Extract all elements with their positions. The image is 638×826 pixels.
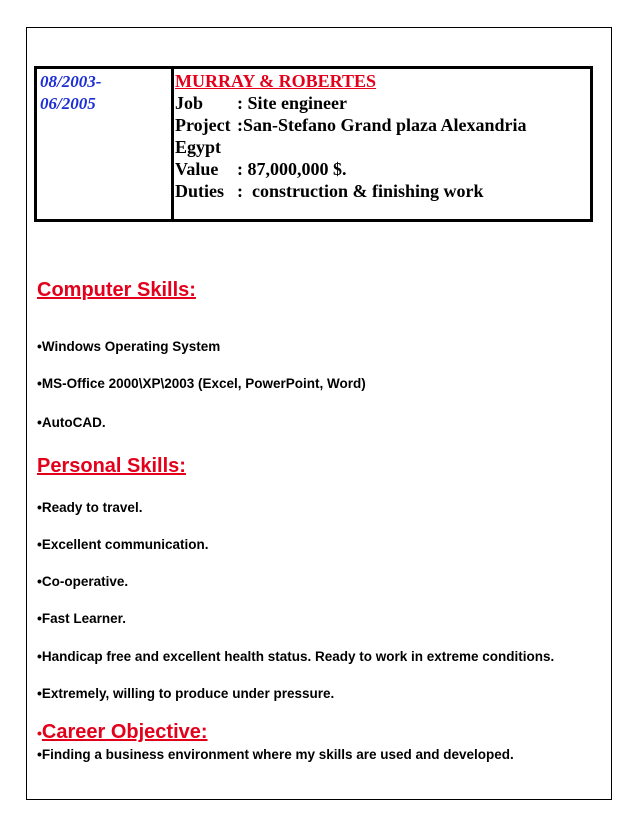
table-divider: [171, 69, 174, 219]
list-item: •Fast Learner.: [37, 610, 126, 626]
job-row: [175, 92, 585, 114]
career-title: Career Objective:: [41, 721, 208, 743]
personal-skills-heading: Personal Skills:: [37, 455, 186, 477]
career-bullet: •: [37, 725, 42, 741]
list-item: •AutoCAD.: [37, 414, 106, 430]
list-item: •Co-operative.: [37, 573, 129, 589]
list-item: •Excellent communication.: [37, 536, 209, 552]
list-item: •Windows Operating System: [37, 338, 221, 354]
date-cell: [40, 71, 101, 115]
project-row: [175, 114, 585, 136]
project-continued-row: [175, 136, 585, 158]
duties-row: [175, 180, 585, 202]
row-value: Egypt: [175, 137, 222, 157]
row-value: : construction & finishing work: [237, 181, 484, 201]
date-start: 08/2003-: [40, 72, 102, 91]
row-value: : 87,000,000 $.: [237, 159, 347, 179]
job-table: [34, 66, 593, 222]
value-row: [175, 158, 585, 180]
date-end: 06/2005: [40, 94, 96, 113]
detail-cell: [175, 70, 585, 202]
row-key: Value: [175, 159, 219, 179]
list-item: •MS-Office 2000\XP\2003 (Excel, PowerPoint, Word): [37, 375, 366, 391]
row-value: :San-Stefano Grand plaza Alexandria: [237, 115, 527, 135]
computer-skills-heading: Computer Skills:: [37, 279, 196, 301]
list-item: •Extremely, willing to produce under pressure.: [37, 685, 335, 701]
row-key: Job: [175, 93, 204, 113]
list-item: •Handicap free and excellent health status. Ready to work in extreme conditions.: [37, 648, 555, 664]
row-value: : Site engineer: [237, 93, 347, 113]
company-name: MURRAY & ROBERTES: [175, 71, 377, 91]
career-objective-heading: [37, 721, 208, 744]
row-key: Project: [175, 115, 231, 135]
list-item: •Ready to travel.: [37, 499, 143, 515]
row-key: Duties: [175, 181, 224, 201]
list-item: •Finding a business environment where my skills are used and developed.: [37, 746, 514, 762]
